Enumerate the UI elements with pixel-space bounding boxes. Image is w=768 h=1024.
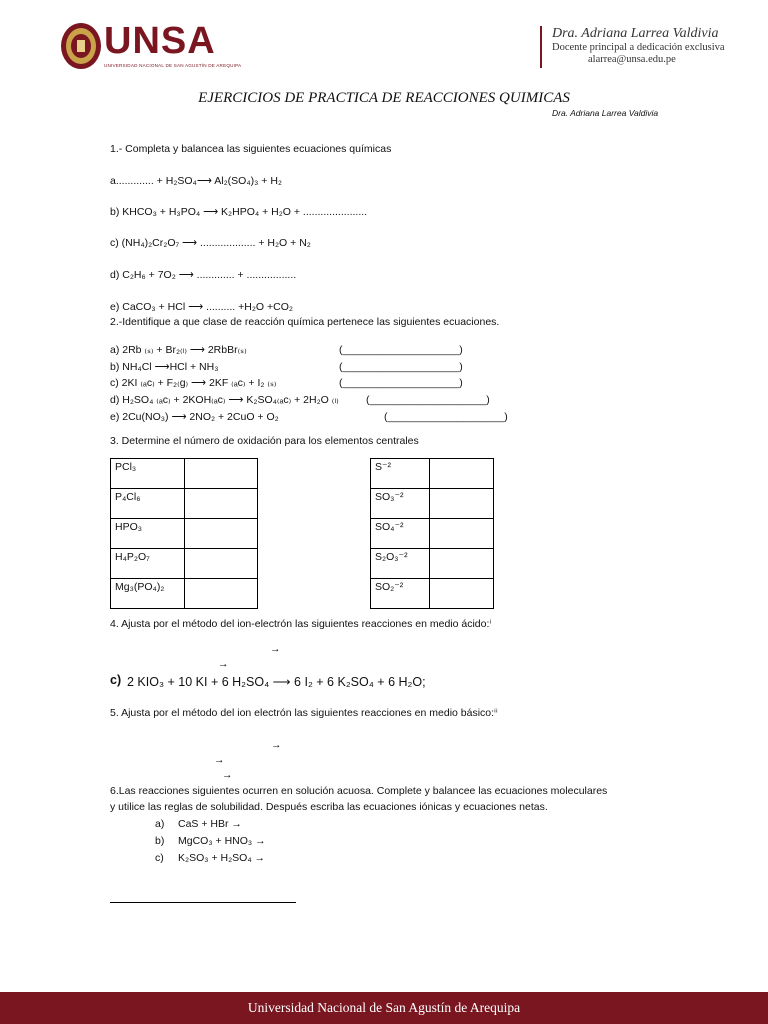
oxidation-table-left	[110, 458, 258, 609]
ion-cell: SO₂⁻²	[371, 579, 430, 609]
logo-subtitle: UNIVERSIDAD NACIONAL DE SAN AGUSTÍN DE AREQUIPA	[104, 63, 242, 68]
answer-cell[interactable]	[185, 489, 258, 519]
q6-item-equation: CaS + HBr →	[178, 818, 242, 830]
table-row	[111, 579, 258, 609]
ion-cell: SO₃⁻²	[371, 489, 430, 519]
ion-cell: SO₄⁻²	[371, 519, 430, 549]
compound-cell: P₄Cl₆	[111, 489, 185, 519]
q2-equation: d) H₂SO₄ ₍ₐc₎ + 2KOH₍ₐc₎ ⟶ K₂SO₄₍ₐc₎ + 2H₂O ₍ₗ₎	[110, 394, 339, 406]
answer-cell[interactable]	[185, 459, 258, 489]
header-role: Docente principal a dedicación exclusiva	[552, 42, 725, 53]
university-seal-icon	[60, 22, 102, 70]
q2-answer-blank[interactable]: (____________________)	[384, 411, 508, 423]
q1-item: e) CaCO₃ + HCl ⟶ .......... +H₂O +CO₂	[110, 301, 293, 313]
q1-item: b) KHCO₃ + H₃PO₄ ⟶ K₂HPO₄ + H₂O + ......................	[110, 206, 368, 218]
table-row	[111, 519, 258, 549]
compound-cell: HPO₃	[111, 519, 185, 549]
compound-cell: PCl₃	[111, 459, 185, 489]
table-row	[371, 459, 494, 489]
q2-heading: 2.-Identifique a que clase de reacción química pertenece las siguientes ecuaciones.	[110, 316, 500, 328]
page-title: EJERCICIOS DE PRACTICA DE REACCIONES QUIMICAS	[198, 90, 570, 106]
answer-cell[interactable]	[185, 519, 258, 549]
logo-text: UNSA	[104, 20, 216, 62]
q1-item: c) (NH₄)₂Cr₂O₇ ⟶ ................... + H₂O + N₂	[110, 237, 311, 249]
answer-cell[interactable]	[430, 549, 494, 579]
q6-item-label: a)	[155, 818, 165, 830]
q2-answer-blank[interactable]: (____________________)	[339, 361, 463, 373]
q6-heading: 6.Las reacciones siguientes ocurren en solución acuosa. Complete y balancee las ecuaciones moleculares	[110, 785, 608, 797]
header-divider	[540, 26, 542, 68]
q2-answer-blank[interactable]: (____________________)	[366, 394, 490, 406]
table-row	[371, 489, 494, 519]
q1-item: a............. + H₂SO₄⟶ Al₂(SO₄)₃ + H₂	[110, 175, 282, 187]
q2-answer-blank[interactable]: (____________________)	[339, 377, 463, 389]
arrow-icon: →	[214, 754, 225, 766]
header-email: alarrea@unsa.edu.pe	[588, 54, 676, 65]
compound-cell: H₄P₂O₇	[111, 549, 185, 579]
q3-heading: 3. Determine el número de oxidación para los elementos centrales	[110, 435, 419, 447]
table-row	[371, 549, 494, 579]
q2-equation: e) 2Cu(NO₃) ⟶ 2NO₂ + 2CuO + O₂	[110, 411, 279, 423]
q1-item: d) C₂H₆ + 7O₂ ⟶ ............. + .................	[110, 269, 297, 281]
q6-heading-cont: y utilice las reglas de solubilidad. Después escriba las ecuaciones iónicas y ecuaciones netas.	[110, 801, 548, 813]
table-row	[371, 519, 494, 549]
q5-heading: 5. Ajusta por el método del ion electrón las siguientes reacciones en medio básico:ⁱⁱ	[110, 707, 498, 719]
q1-heading: 1.- Completa y balancea las siguientes ecuaciones químicas	[110, 143, 392, 155]
q2-equation: c) 2KI ₍ₐc₎ + F₂₍g₎ ⟶ 2KF ₍ₐc₎ + I₂ ₍ₛ₎	[110, 377, 277, 389]
footer-text: Universidad Nacional de San Agustín de Arequipa	[247, 1000, 521, 1015]
arrow-icon: →	[218, 658, 229, 670]
answer-cell[interactable]	[430, 489, 494, 519]
q6-item-label: c)	[155, 852, 164, 864]
oxidation-table-right	[370, 458, 494, 609]
compound-cell: Mg₃(PO₄)₂	[111, 579, 185, 609]
table-row	[111, 549, 258, 579]
author: Dra. Adriana Larrea Valdivia	[552, 108, 659, 118]
q4-heading: 4. Ajusta por el método del ion-electrón las siguientes reacciones en medio ácido:ⁱ	[110, 618, 492, 630]
answer-cell[interactable]	[430, 459, 494, 489]
arrow-icon: →	[270, 643, 281, 655]
q6-item-equation: MgCO₃ + HNO₃ →	[178, 835, 266, 847]
q4-c-equation: 2 KIO₃ + 10 KI + 6 H₂SO₄ ⟶ 6 I₂ + 6 K₂SO₄ + 6 H₂O;	[127, 675, 426, 689]
q2-equation: a) 2Rb ₍ₛ₎ + Br₂₍ₗ₎ ⟶ 2RbBr₍ₛ₎	[110, 344, 247, 356]
answer-cell[interactable]	[185, 579, 258, 609]
table-row	[111, 489, 258, 519]
q2-answer-blank[interactable]: (____________________)	[339, 344, 463, 356]
arrow-icon: →	[222, 769, 233, 781]
footnote-separator	[110, 902, 296, 903]
answer-cell[interactable]	[430, 579, 494, 609]
arrow-icon: →	[271, 739, 282, 751]
q6-item-equation: K₂SO₃ + H₂SO₄ →	[178, 852, 266, 864]
header-name: Dra. Adriana Larrea Valdivia	[552, 26, 719, 41]
table-row	[111, 459, 258, 489]
q4-c-label: c)	[110, 673, 122, 687]
q2-equation: b) NH₄Cl ⟶HCl + NH₃	[110, 361, 219, 373]
answer-cell[interactable]	[430, 519, 494, 549]
ion-cell: S⁻²	[371, 459, 430, 489]
answer-cell[interactable]	[185, 549, 258, 579]
ion-cell: S₂O₃⁻²	[371, 549, 430, 579]
q6-item-label: b)	[155, 835, 165, 847]
table-row	[371, 579, 494, 609]
